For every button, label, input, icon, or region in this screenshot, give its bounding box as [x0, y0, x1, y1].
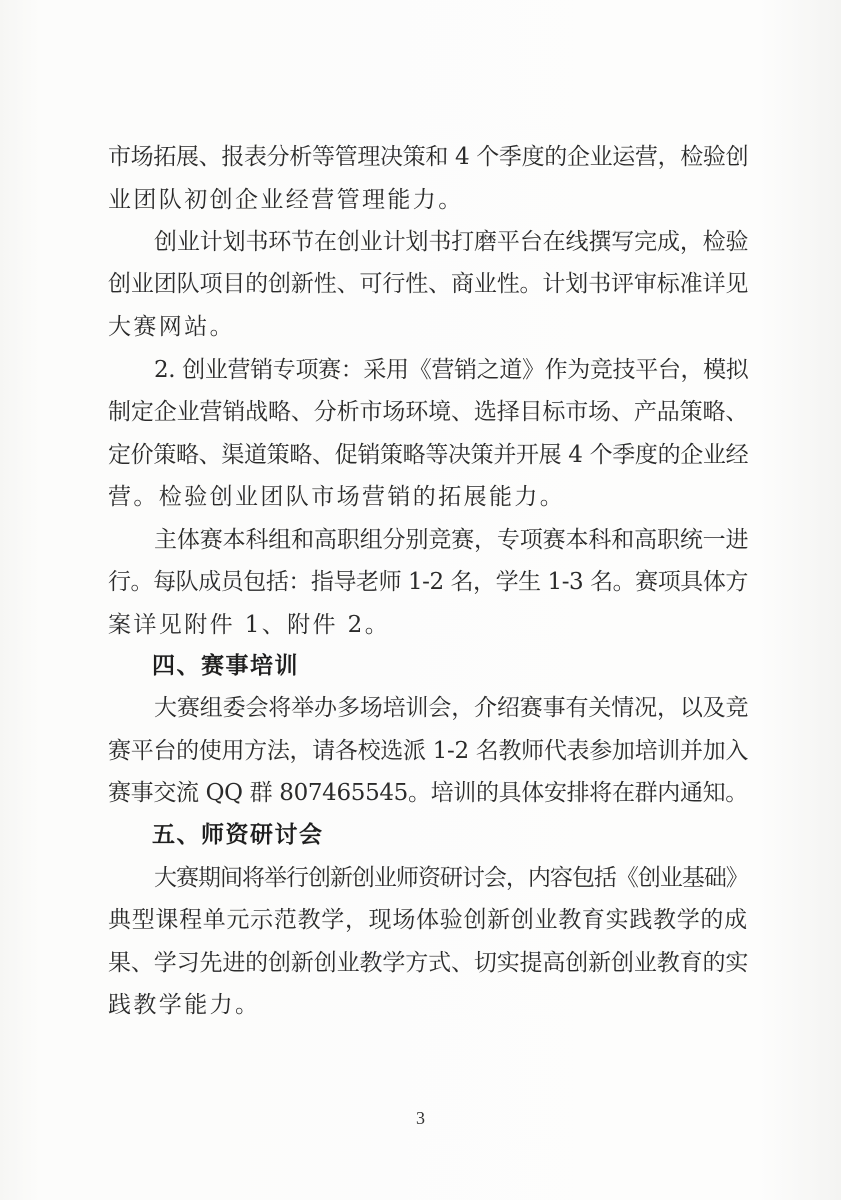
- paragraph-line: 行。每队成员包括：指导老师 1-2 名，学生 1-3 名。赛项具体方: [108, 569, 748, 595]
- paragraph-line: 大赛组委会将举办多场培训会，介绍赛事有关情况，以及竞: [154, 695, 749, 721]
- paragraph-line: 市场拓展、报表分析等管理决策和 4 个季度的企业运营，检验创: [108, 144, 749, 170]
- paragraph-line: 定价策略、渠道策略、促销策略等决策并开展 4 个季度的企业经: [108, 442, 749, 468]
- paragraph-line: 创业计划书环节在创业计划书打磨平台在线撰写完成，检验: [154, 229, 749, 255]
- paragraph-line: 案详见附件 1、附件 2。: [108, 612, 391, 638]
- paragraph-line: 典型课程单元示范教学，现场体验创新创业教育实践教学的成: [108, 907, 748, 933]
- paragraph-line: 创业团队项目的创新性、可行性、商业性。计划书评审标准详见: [108, 271, 749, 297]
- paragraph-line: 主体赛本科组和高职组分别竞赛，专项赛本科和高职统一进: [154, 527, 749, 553]
- paragraph-line: 果、学习先进的创新创业教学方式、切实提高创新创业教育的实: [108, 950, 749, 976]
- paragraph-line: 赛平台的使用方法，请各校选派 1-2 名教师代表参加培训并加入: [108, 738, 749, 764]
- paragraph-line: 2. 创业营销专项赛：采用《营销之道》作为竞技平台，模拟: [154, 357, 749, 383]
- page-number: 3: [416, 1108, 425, 1128]
- paragraph-line: 践教学能力。: [108, 992, 261, 1018]
- paragraph-line: 大赛期间将举行创新创业师资研讨会，内容包括《创业基础》: [154, 865, 748, 891]
- paragraph-line: 大赛网站。: [108, 314, 235, 340]
- paragraph-line: 营。检验创业团队市场营销的拓展能力。: [108, 484, 566, 510]
- paragraph-line: 制定企业营销战略、分析市场环境、选择目标市场、产品策略、: [108, 399, 749, 425]
- section-heading: 五、师资研讨会: [152, 822, 324, 848]
- paragraph-line: 赛事交流 QQ 群 807465545。培训的具体安排将在群内通知。: [108, 780, 748, 806]
- section-heading: 四、赛事培训: [152, 653, 299, 679]
- paragraph-line: 业团队初创企业经营管理能力。: [108, 187, 464, 213]
